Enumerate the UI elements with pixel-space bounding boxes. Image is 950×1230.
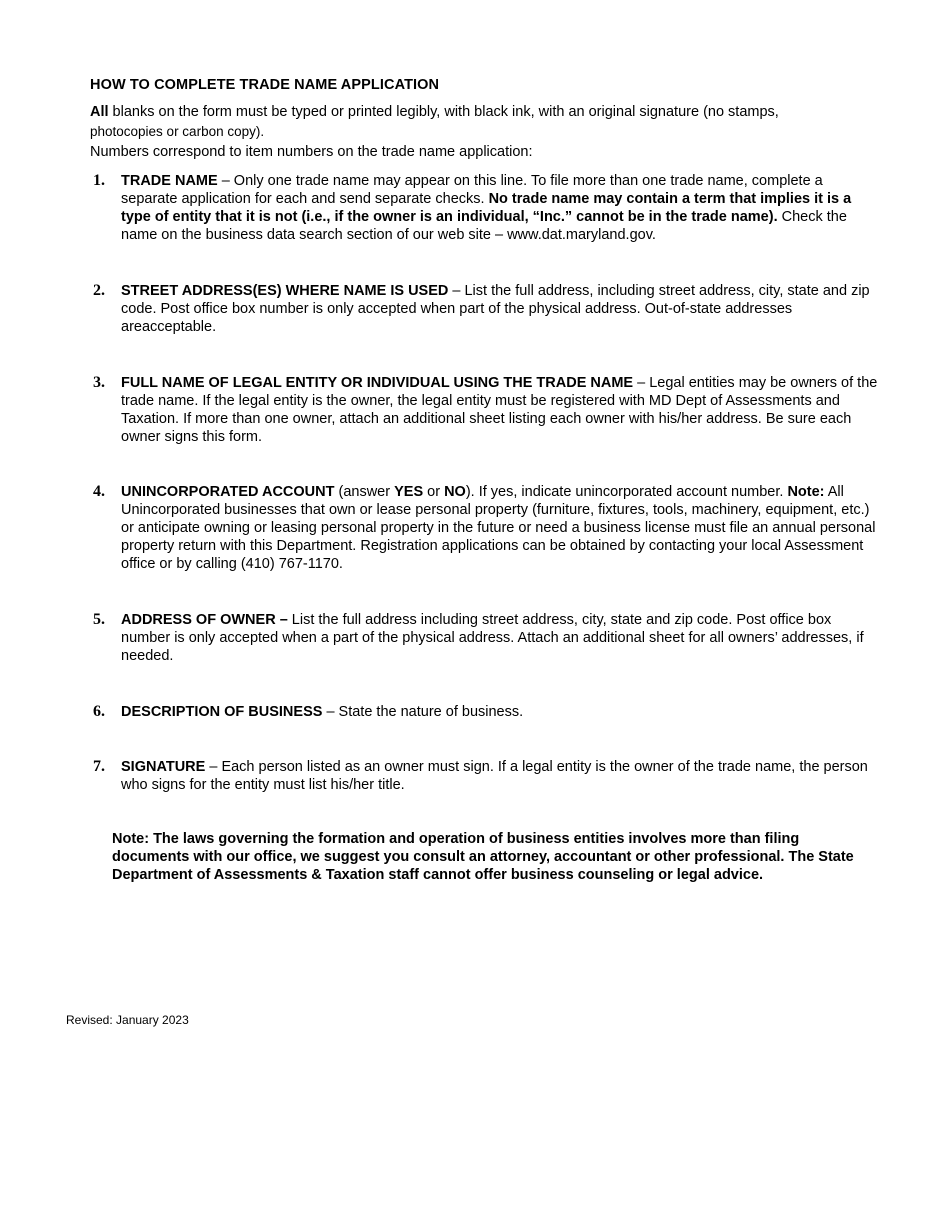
item-title: FULL NAME OF LEGAL ENTITY OR INDIVIDUAL USING THE TRADE NAME [121,375,634,391]
item-number: 2. [93,282,105,299]
item-body: – Legal entities may be owners of the trade name. If the legal entity is the owner, the legal entity must be registered with MD Dept of Assessments and Taxation. If more than one owner, attach an additional sheet listing each owner with his/her address. Be sure each owner signs this form. [121,375,878,445]
item-body: – Only one trade name may appear on this line. To file more than one trade name, complete a separate application for each and send separate checks. [121,173,823,207]
item-body: – Each person listed as an owner must sign. If a legal entity is the owner of the trade name, the person who signs for the entity must list his/her title. [121,759,868,793]
item-note-label: Note: [787,484,825,500]
item-answer-open: (answer [334,484,395,500]
item-text [121,483,881,573]
item-or: or [423,484,445,500]
intro-line-1-text: blanks on the form must be typed or printed legibly, with black ink, with an original signature (no stamps, [108,104,779,120]
item-number: 7. [93,758,105,775]
item-body-end: All Unincorporated businesses that own or lease personal property (furniture, fixtures, tools, machinery, equipment, etc.) or anticipate owning or leasing personal property in the future or need a business license must file an annual personal property return with this Department. Registration applications can be obtained by contacting your local Assessment office or by calling (410) 767-1170. [121,484,876,572]
item-title: ADDRESS OF OWNER – [121,612,288,628]
item-number: 1. [93,172,105,189]
item-body: ). If yes, indicate unincorporated account number. [465,484,788,500]
intro-line-1 [90,102,880,122]
intro-line-2: photocopies or carbon copy). [90,124,265,139]
item-body-end: Check the name on the business data search section of our web site – www.dat.maryland.gov. [121,209,847,243]
item-yes: YES [394,484,424,500]
item-body: – State the nature of business. [322,704,524,720]
item-title: TRADE NAME [121,173,218,189]
intro-line-3: Numbers correspond to item numbers on the trade name application: [90,144,533,160]
item-title: DESCRIPTION OF BUSINESS [121,704,323,720]
revision-date: Revised: January 2023 [66,1013,189,1027]
item-number: 5. [93,611,105,628]
item-no: NO [444,484,466,500]
item-text [121,172,881,244]
item-number: 4. [93,483,105,500]
item-body-bold: No trade name may contain a term that implies it is a type of entity that it is not (i.e., if the owner is an individual, “Inc.” cannot be in the trade name). [121,191,852,225]
item-text [121,611,881,665]
intro-all-bold: All [90,104,109,120]
item-title: STREET ADDRESS(ES) WHERE NAME IS USED [121,283,449,299]
page-title: HOW TO COMPLETE TRADE NAME APPLICATION [90,77,440,93]
legal-note: Note: The laws governing the formation and operation of business entities involves more than filing documents with our office, we suggest you consult an attorney, accountant or other professional. The State Department of Assessments & Taxation staff cannot offer business counseling or legal advice. [112,831,854,883]
item-title: UNINCORPORATED ACCOUNT [121,484,335,500]
intro-paragraph [90,102,880,162]
item-body: – List the full address, including street address, city, state and zip code. Post office box number is only accepted when part of the physical address. Out-of-state addresses areacceptable. [121,283,870,335]
item-number: 6. [93,703,105,720]
item-text [121,703,881,721]
item-title: SIGNATURE [121,759,206,775]
item-text [121,374,881,446]
item-text [121,282,881,336]
item-number: 3. [93,374,105,391]
item-body: List the full address including street address, city, state and zip code. Post office box number is only accepted when a part of the physical address. Attach an additional sheet for all owners’ addresses, if needed. [121,612,864,664]
item-text [121,758,881,794]
